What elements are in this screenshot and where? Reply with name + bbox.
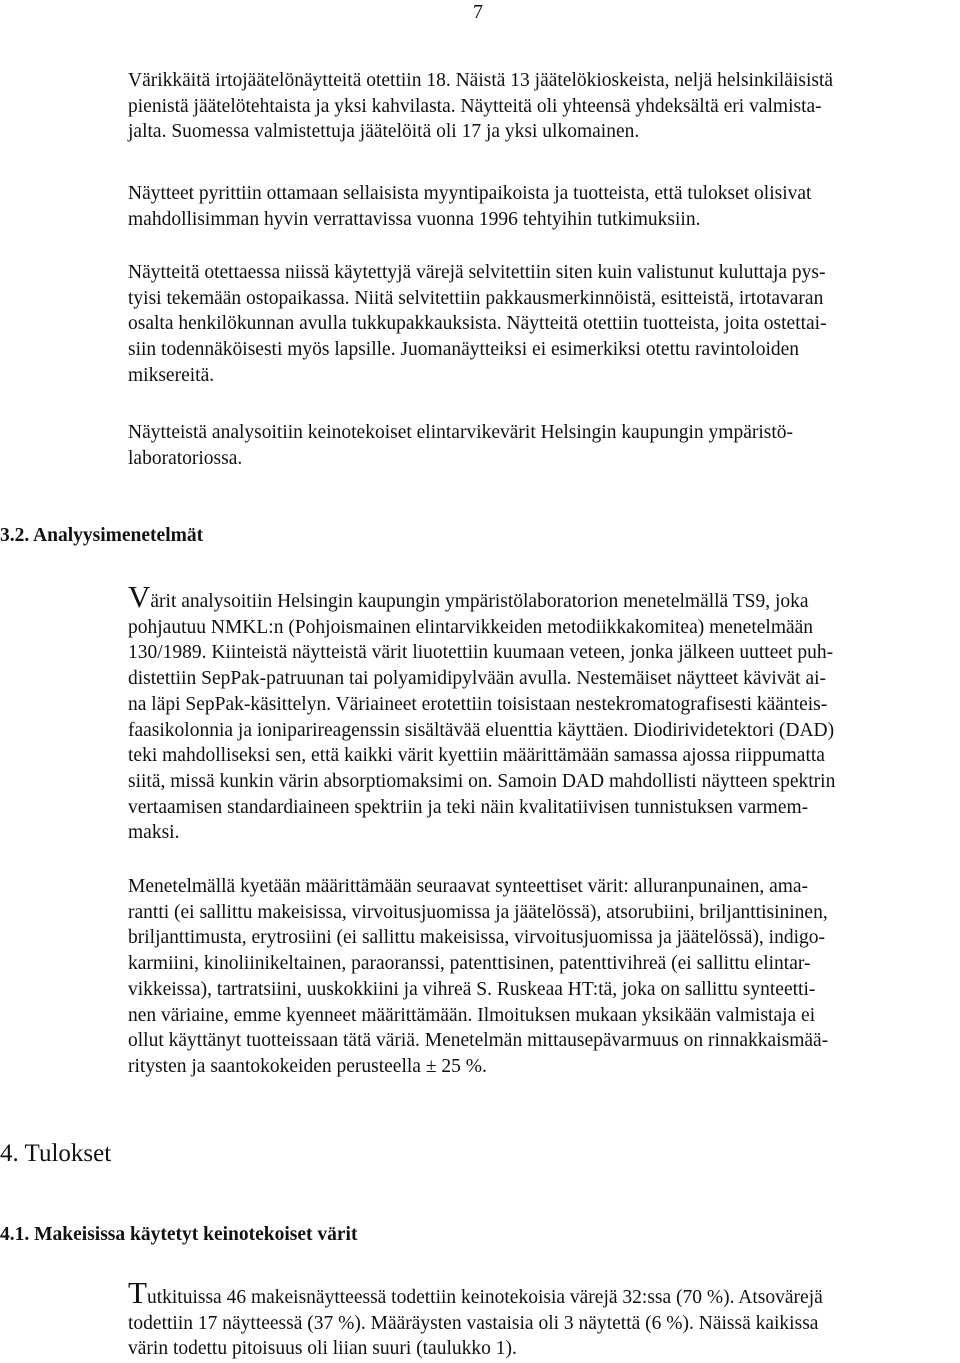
paragraph-sampling-goal: [128, 181, 958, 232]
page-number: 7: [473, 1, 483, 23]
text-line-first: [128, 1275, 958, 1311]
paragraph-color-identification: [128, 260, 958, 389]
section-heading-4: 4. Tulokset: [0, 1140, 112, 1167]
text-line: teki mahdolliseksi sen, että kaikki värit kyettiin määrittämään samassa ajossa riippumatta: [128, 745, 825, 767]
text-line: osalta henkilökunnan avulla tukkupakkauksista. Näytteitä otettiin tuotteista, joita ostettai-: [128, 313, 827, 335]
text-line: 130/1989. Kiinteistä näytteistä värit liuotettiin kuumaan veteen, jonka jälkeen uutteet puh-: [128, 642, 834, 664]
text-line: siitä, missä kunkin värin absorptiomaksimi on. Samoin DAD mahdollisti näytteen spektrin: [128, 770, 836, 792]
text-line: maksi.: [128, 822, 180, 844]
text-line: siin todennäköisesti myös lapsille. Juomanäytteiksi ei esimerkiksi otettu ravintoloiden: [128, 339, 800, 361]
paragraph-analysis-lab: [128, 420, 958, 471]
text-line: utkituissa 46 makeisnäytteessä todettiin keinotekoisia värejä 32:ssa (70 %). Atsovärejä: [146, 1287, 823, 1308]
text-line: vikkeissa), tartratsiini, uuskokkiini ja vihreä S. Ruskeaa HT:tä, joka on sallittu synteetti-: [128, 978, 816, 1000]
text-line: värin todettu pitoisuus oli liian suuri (taulukko 1).: [128, 1338, 517, 1360]
text-line: todettiin 17 näytteessä (37 %). Määräysten vastaisia oli 3 näytettä (6 %). Näissä kaikissa: [128, 1312, 819, 1334]
text-line: ritysten ja saantokokeiden perusteella ± 25 %.: [128, 1055, 487, 1077]
text-line: faasikolonnia ja ioniparireagenssin sisältävää eluenttia käyttäen. Diodirividetektori (DAD): [128, 719, 835, 741]
text-line: jalta. Suomessa valmistettuja jäätelöitä oli 17 ja yksi ulkomainen.: [128, 121, 640, 143]
drop-cap: V: [128, 579, 151, 614]
section-heading-3-2: 3.2. Analyysimenetelmät: [0, 525, 204, 546]
text-line: rantti (ei sallittu makeisissa, virvoitusjuomissa ja jäätelössä), atsorubiini, briljanttisininen,: [128, 901, 828, 923]
section-heading-4-1: 4.1. Makeisissa käytetyt keinotekoiset värit: [0, 1224, 358, 1245]
text-line: briljanttimusta, erytrosiini (ei sallittu makeisissa, virvoitusjuomissa ja jäätelössä), indigo-: [128, 927, 826, 949]
text-line: tyisi tekemään ostopaikassa. Niitä selvitettiin pakkausmerkinnöistä, esitteistä, irtotavaran: [128, 287, 824, 309]
text-line-first: [128, 579, 958, 615]
text-line: miksereitä.: [128, 364, 215, 386]
paragraph-sampling-sources: [128, 68, 958, 145]
text-line: laboratoriossa.: [128, 447, 243, 469]
text-line: Menetelmällä kyetään määrittämään seuraavat synteettiset värit: alluranpunainen, ama-: [128, 876, 809, 897]
text-line: pohjautuu NMKL:n (Pohjoismainen elintarvikkeiden metodiikkakomitea) menetelmään: [128, 616, 814, 638]
paragraph-candy-results: [128, 1275, 958, 1362]
text-line: nen väriaine, emme kyenneet määrittämään. Ilmoituksen mukaan yksikään valmistaja ei: [128, 1004, 816, 1026]
paragraph-analysis-method: [128, 579, 958, 846]
text-line: ärit analysoitiin Helsingin kaupungin ympäristölaboratorion menetelmällä TS9, joka: [150, 591, 809, 612]
text-line: distettiin SepPak-patruunan tai polyamidipylvään avulla. Nestemäiset näytteet kävivät ai-: [128, 668, 827, 690]
text-line: Näytteitä otettaessa niissä käytettyjä värejä selvitettiin siten kuin valistunut kuluttaja pys-: [128, 262, 826, 283]
paragraph-detectable-colors: [128, 874, 958, 1080]
text-line: vertaamisen standardiaineen spektriin ja teki näin kvalitatiivisen tunnistuksen varmem-: [128, 796, 809, 818]
drop-cap: T: [128, 1275, 147, 1310]
text-line: Näytteet pyrittiin ottamaan sellaisista myyntipaikoista ja tuotteista, että tulokset olisivat: [128, 183, 812, 204]
text-line: pienistä jäätelötehtaista ja yksi kahvilasta. Näytteitä oli yhteensä yhdeksältä eri valmista-: [128, 95, 822, 117]
text-line: Värikkäitä irtojäätelönäytteitä otettiin 18. Näistä 13 jäätelökioskeista, neljä helsinkiläisistä: [128, 70, 834, 91]
text-line: na läpi SepPak-käsittelyn. Väriaineet erotettiin toisistaan nestekromatografisesti käänteis-: [128, 693, 828, 715]
text-line: Näytteistä analysoitiin keinotekoiset elintarvikevärit Helsingin kaupungin ympäristö-: [128, 422, 794, 443]
text-line: ollut käyttänyt tuotteissaan tätä väriä. Menetelmän mittausepävarmuus on rinnakkaismää-: [128, 1030, 829, 1052]
text-line: mahdollisimman hyvin verrattavissa vuonna 1996 tehtyihin tutkimuksiin.: [128, 208, 701, 230]
text-line: karmiini, kinoliinikeltainen, paraoranssi, patenttisinen, patenttivihreä (ei sallittu elintar-: [128, 953, 811, 975]
